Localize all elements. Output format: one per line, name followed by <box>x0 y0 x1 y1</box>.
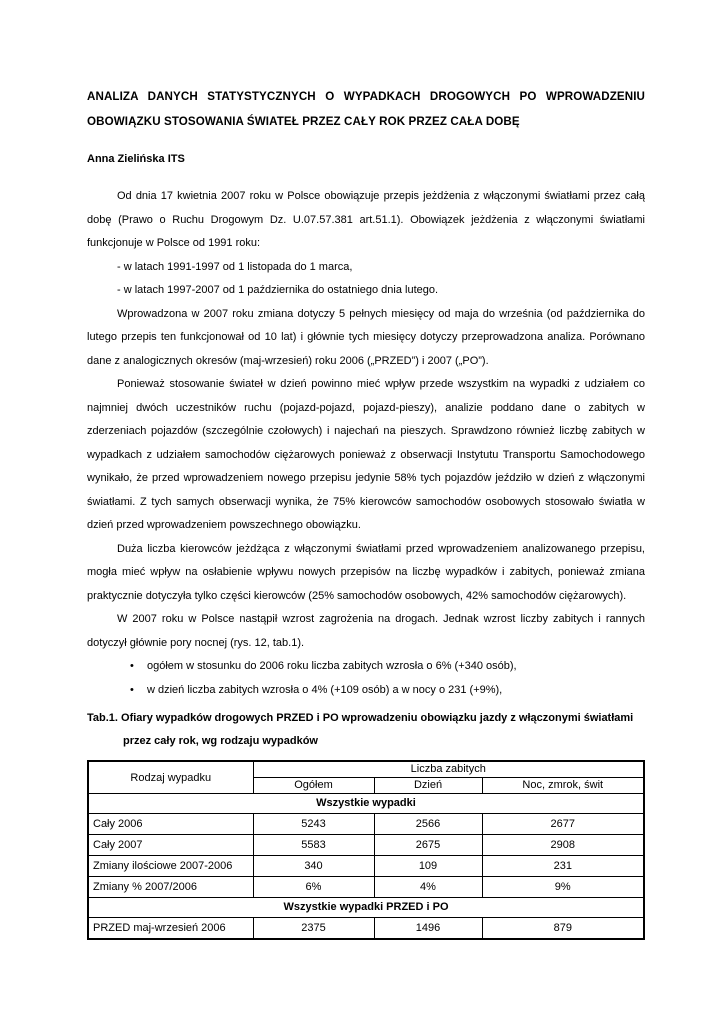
header-cell-rodzaj-wypadku: Rodzaj wypadku <box>88 761 253 794</box>
row-label: Cały 2006 <box>88 814 253 835</box>
cell-noc: 2908 <box>482 835 644 856</box>
bullet-item-2 <box>87 679 645 703</box>
cell-noc: 2677 <box>482 814 644 835</box>
table-row <box>88 835 644 856</box>
cell-ogolem: 6% <box>253 877 374 898</box>
paragraph-driver-share: Duża liczba kierowców jeżdżąca z włączonymi światłami przed wprowadzeniem analizowanego przepisu, mogła mieć wpływ na osłabienie wpływu nowych przepisów na liczbę wypadków i zabitych, ponieważ zmiana praktycznie dotyczyła tylko części kierowców (25% samochodów osobowych, 42% samochodów ciężarowych). <box>87 542 645 602</box>
paragraph-intro: Od dnia 17 kwietnia 2007 roku w Polsce obowiązuje przepis jeżdżenia z włączonymi światłami przez całą dobę (Prawo o Ruchu Drogowym Dz. U.07.57.381 art.51.1). Obowiązek jeżdżenia z włączonymi światłami funkcjonuje w Polsce od 1991 roku: <box>87 190 645 249</box>
dash-item-1: - w latach 1991-1997 od 1 listopada do 1 marca, <box>117 260 353 273</box>
cell-ogolem: 5243 <box>253 814 374 835</box>
header-cell-liczba-zabitych: Liczba zabitych <box>253 761 644 778</box>
table-caption <box>87 707 645 753</box>
header-cell-dzien: Dzień <box>374 778 482 794</box>
author-name: Anna Zielińska ITS <box>87 153 185 165</box>
cell-dzien: 2675 <box>374 835 482 856</box>
row-label: Zmiany ilościowe 2007-2006 <box>88 856 253 877</box>
table-row <box>88 918 644 940</box>
paragraph-analysis-scope: Ponieważ stosowanie świateł w dzień powinno mieć wpływ przede wszystkim na wypadki z udziałem co najmniej dwóch uczestników ruchu (pojazd-pojazd, pojazd-pieszy), analizie poddano dane o zabitych w zderzeniach pojazdów (szczególnie czołowych) i najechań na pieszych. Sprawdzono również liczbę zabitych w wypadkach z udziałem samochodów ciężarowych ponieważ z obserwacji Instytutu Transportu Samochodowego wynikało, że przed wprowadzeniem nowego przepisu jedynie 58% tych pojazdów jeździło w dzień z włączonymi światłami. Z tych samych obserwacji wynika, że 75% kierowców samochodów osobowych stosowało światła w dzień przed wprowadzeniem powszechnego obowiązku. <box>87 378 645 531</box>
table-row <box>88 877 644 898</box>
header-cell-ogolem: Ogółem <box>253 778 374 794</box>
bullet-item-text: w dzień liczba zabitych wzrosła o 4% (+109 osób) a w nocy o 231 (+9%), <box>147 683 503 696</box>
cell-dzien: 2566 <box>374 814 482 835</box>
section-row-przed-i-po <box>88 898 644 918</box>
header-cell-noc: Noc, zmrok, świt <box>482 778 644 794</box>
cell-noc: 879 <box>482 918 644 940</box>
cell-ogolem: 340 <box>253 856 374 877</box>
row-label: PRZED maj-wrzesień 2006 <box>88 918 253 940</box>
title-line-2: OBOWIĄZKU STOSOWANIA ŚWIATEŁ PRZEZ CAŁY ROK PRZEZ CAŁA DOBĘ <box>87 115 520 128</box>
cell-noc: 9% <box>482 877 644 898</box>
dash-item-2: - w latach 1997-2007 od 1 października do ostatniego dnia lutego. <box>117 284 439 296</box>
cell-dzien: 1496 <box>374 918 482 940</box>
title-line-1: ANALIZA DANYCH STATYSTYCZNYCH O WYPADKACH DROGOWYCH PO WPROWADZENIU <box>87 90 645 103</box>
table-caption-line-1: Tab.1. Ofiary wypadków drogowych PRZED i PO wprowadzeniu obowiązku jazdy z włączonymi światłami <box>87 712 634 724</box>
section-title: Wszystkie wypadki PRZED i PO <box>88 898 644 918</box>
table-header-row-1 <box>88 761 644 778</box>
cell-ogolem: 5583 <box>253 835 374 856</box>
table-row <box>88 856 644 877</box>
paragraph-change-2007: Wprowadzona w 2007 roku zmiana dotyczy 5 pełnych miesięcy od maja do września (od października do lutego przepis ten funkcjonował od 10 lat) i głównie tych miesięcy dotyczy przeprowadzona analiza. Porównano dane z analogicznych okresów (maj-wrzesień) roku 2006 („PRZED”) i 2007 („PO”). <box>87 307 645 367</box>
cell-noc: 231 <box>482 856 644 877</box>
section-row-wszystkie-wypadki <box>88 794 644 814</box>
section-title: Wszystkie wypadki <box>88 794 644 814</box>
row-label: Cały 2007 <box>88 835 253 856</box>
document-title <box>87 84 645 134</box>
table-row <box>88 814 644 835</box>
paragraph-2007-risk: W 2007 roku w Polsce nastąpił wzrost zagrożenia na drogach. Jednak wzrost liczby zabitych i rannych dotyczył głównie pory nocnej (rys. 12, tab.1). <box>87 613 645 649</box>
cell-ogolem: 2375 <box>253 918 374 940</box>
row-label: Zmiany % 2007/2006 <box>88 877 253 898</box>
accidents-table <box>87 760 645 940</box>
bullet-icon: • <box>130 660 134 672</box>
bullet-icon: • <box>130 683 134 696</box>
table-caption-line-2: przez cały rok, wg rodzaju wypadków <box>123 735 318 747</box>
bullet-list <box>87 655 645 702</box>
cell-dzien: 4% <box>374 877 482 898</box>
cell-dzien: 109 <box>374 856 482 877</box>
bullet-item-1 <box>87 655 645 679</box>
bullet-item-text: ogółem w stosunku do 2006 roku liczba zabitych wzrosła o 6% (+340 osób), <box>147 660 517 672</box>
